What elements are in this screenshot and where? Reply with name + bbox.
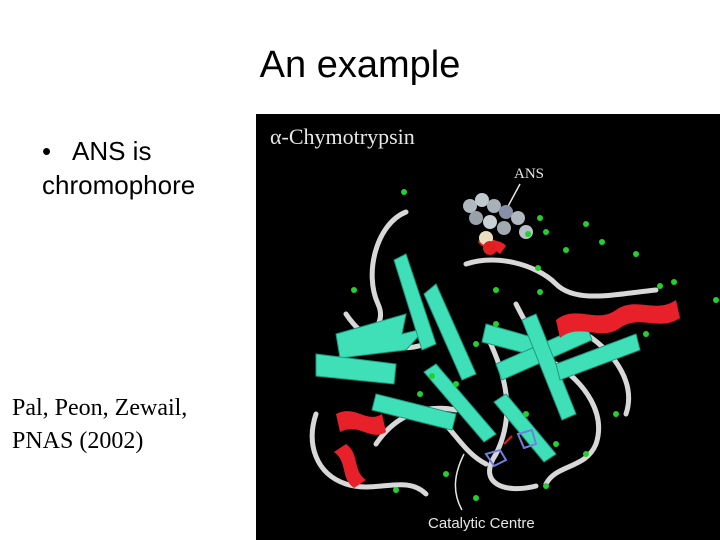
citation-line1: Pal, Peon, Zewail, [12, 395, 188, 421]
citation [12, 392, 252, 458]
citation-line2: PNAS (2002) [12, 428, 144, 454]
bullet-marker: • [42, 136, 52, 166]
figure-title: α-Chymotrypsin [270, 124, 415, 149]
bullet-text-line1: ANS is [72, 136, 152, 166]
protein-ribbon-image [256, 114, 720, 540]
bullet-text-line2: chromophore [42, 170, 196, 200]
protein-structure-figure [256, 114, 720, 540]
ans-label: ANS [514, 166, 545, 182]
bullet-point [42, 134, 252, 202]
catalytic-centre-label: Catalytic Centre [428, 515, 535, 532]
slide-title: An example [259, 44, 461, 86]
